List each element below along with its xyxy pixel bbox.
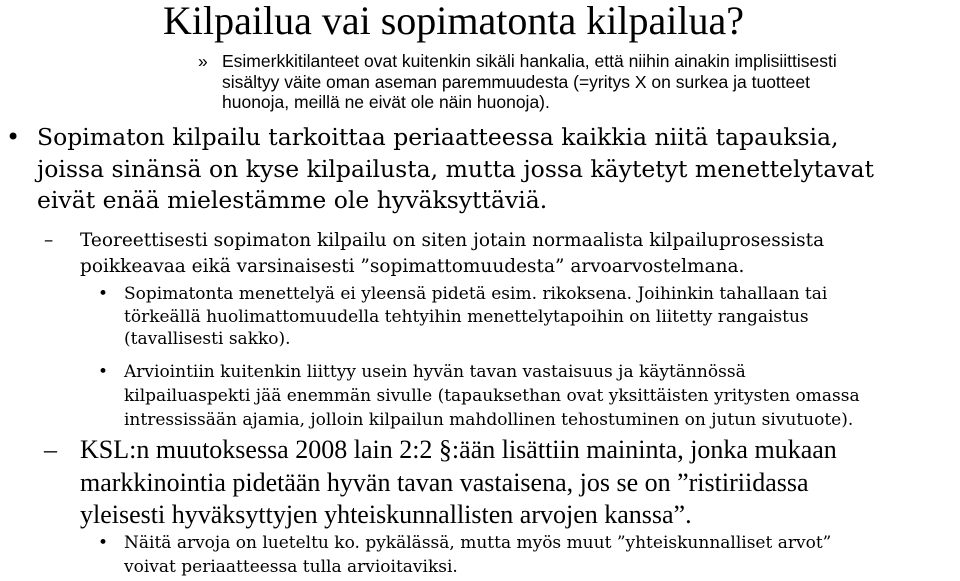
values-line-2: voivat periaatteessa tulla arvioitaviksi. [124, 557, 458, 577]
values-line-1: Näitä arvoja on lueteltu ko. pykälässä, mutta myös muut ”yhteiskunnalliset arvot” [124, 533, 832, 553]
methods-line-1: Sopimatonta menettelyä ei yleensä pidetä esim. rikoksena. Joihinkin tahallaan tai [124, 284, 828, 304]
sub-bullet-marker: • [98, 284, 109, 304]
sub-bullet-marker: • [98, 362, 109, 382]
ksl-line-2: markkinointia pidetään hyvän tavan vastaisena, jos se on ”ristiriidassa [80, 467, 809, 497]
dash-marker: – [44, 230, 54, 251]
evaluation-line-2: kilpailuaspekti jää enemmän sivulle (tapauksethan ovat yksittäisten yritysten omassa [124, 386, 860, 406]
methods-line-2: törkeällä huolimattomuudella tehtyihin menettelytapoihin on liitetty rangaistus [124, 306, 809, 327]
main-bullet-line-3: eivät enää mielestämme ole hyväksyttäviä. [37, 186, 548, 214]
evaluation-line-1: Arviointiin kuitenkin liittyy usein hyvän tavan vastaisuus ja käytännössä [124, 362, 746, 382]
example-line-2: sisältyy väite oman aseman paremmuudesta (=yritys X on surkea ja tuotteet [222, 71, 810, 92]
main-bullet-paragraph [37, 122, 874, 217]
theory-paragraph [80, 228, 824, 280]
methods-line-3: (tavallisesti sakko). [124, 329, 291, 349]
theory-line-2: poikkeavaa eikä varsinaisesti ”sopimattomuudesta” arvoarvostelmana. [80, 256, 745, 277]
sub-bullet-marker: • [98, 533, 109, 553]
methods-paragraph [124, 283, 827, 351]
main-bullet-line-1: Sopimaton kilpailu tarkoittaa periaatteessa kaikkia niitä tapauksia, [37, 123, 839, 151]
example-line-3: huonoja, meillä ne eivät ole näin huonoja). [222, 92, 550, 112]
evaluation-paragraph [124, 360, 860, 432]
ksl-paragraph [80, 434, 837, 532]
values-paragraph [124, 531, 831, 579]
dash-marker: – [44, 435, 57, 464]
evaluation-line-3: intressissään ajamia, jolloin kilpailun mahdollinen tehostuminen on jutun sivutuote). [124, 410, 854, 430]
ksl-line-1: KSL:n muutoksessa 2008 lain 2:2 §:ään lisättiin maininta, jonka mukaan [80, 435, 837, 464]
ksl-line-3: yleisesti hyväksyttyjen yhteiskunnallisten arvojen kanssa”. [80, 500, 692, 529]
main-bullet-marker: • [6, 123, 21, 151]
main-bullet-line-2: joissa sinänsä on kyse kilpailusta, mutta jossa käytetyt menettelytavat [37, 154, 874, 183]
example-paragraph [222, 51, 837, 113]
example-line-1: Esimerkkitilanteet ovat kuitenkin sikäli hankalia, että niihin ainakin implisiittisesti [222, 51, 837, 71]
slide-title: Kilpailua vai sopimatonta kilpailua? [163, 0, 744, 43]
theory-line-1: Teoreettisesti sopimaton kilpailu on siten jotain normaalista kilpailuprosessista [80, 230, 825, 251]
raquo-marker: » [198, 51, 208, 71]
